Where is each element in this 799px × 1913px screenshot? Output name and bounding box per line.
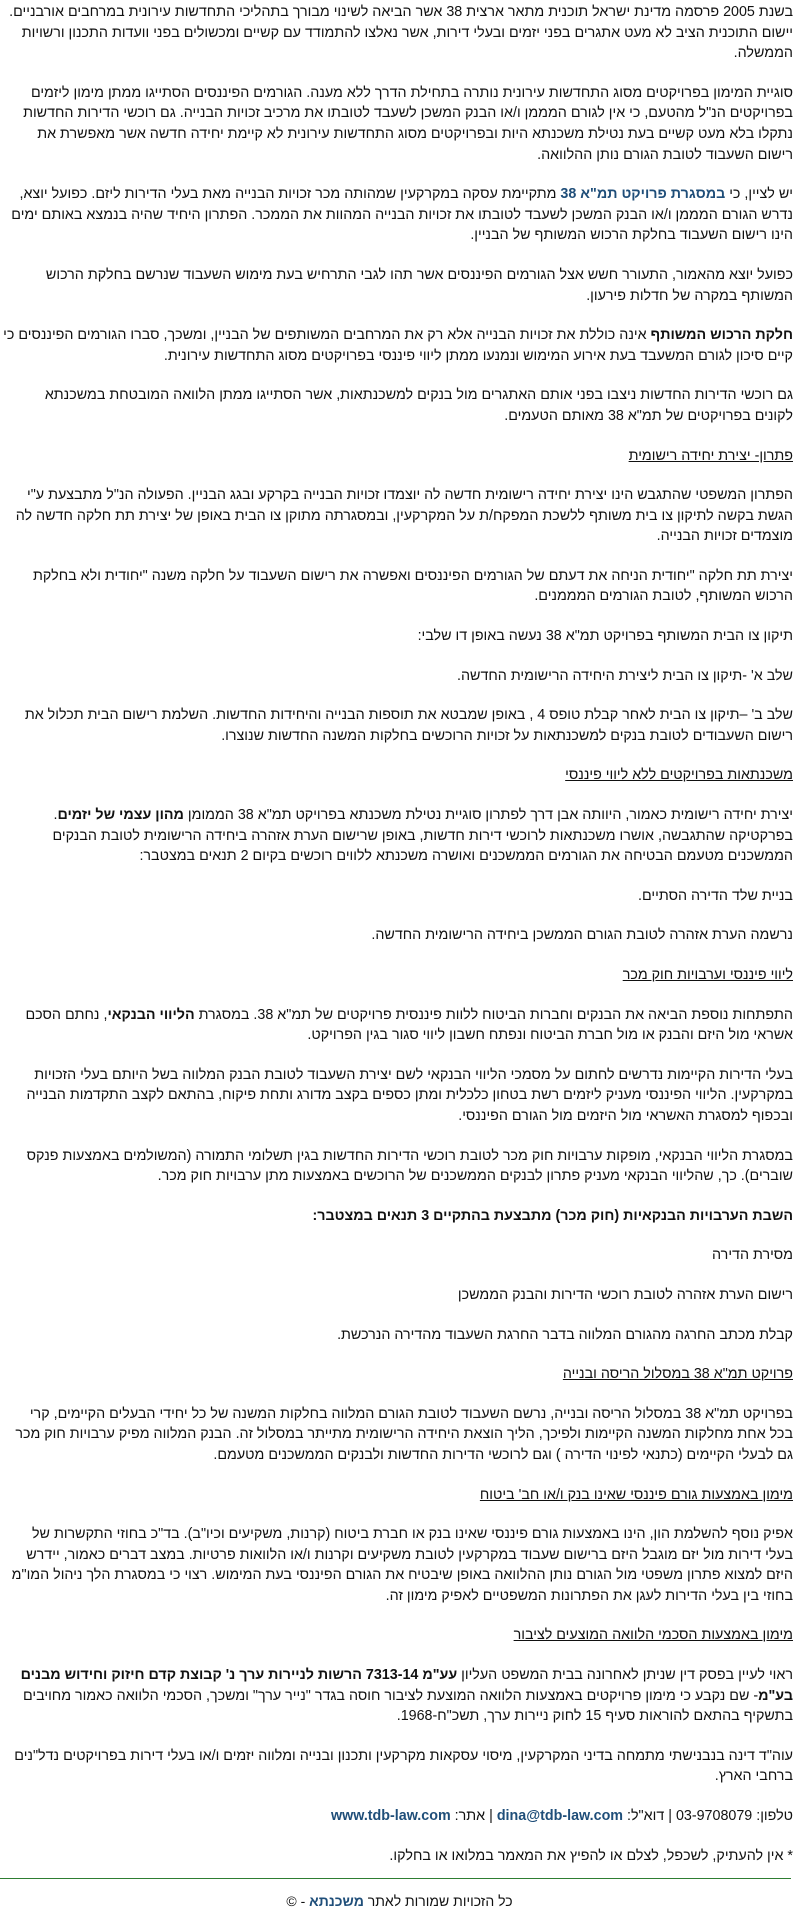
footer-divider [0,1878,791,1879]
paragraph-apartment-owners: בעלי הדירות הקיימות נדרשים לחתום על מסמכי הליווי הבנקאי לשם יצירת השעבוד לטובת הבנק המלווה בשל היותם בעלי הזכויות במקרקעין. הליווי הפיננסי מעניק ליזמים רשת בטחון כלכלית ומתן כספים בקצב מדורג ותחת פיקוח, בהתאם לקצב התקדמות הבנייה ובכפוף למסגרת האשראי מול היזמים מול הגורם הפיננסי. [26,1066,793,1124]
phone-number: 03-9708079 [675,1808,753,1825]
paragraph-buyers: גם רוכשי הדירות החדשות ניצבו בפני אותם האתגרים מול בנקים למשכנתאות, אשר הסתייגו ממתן הלוואה המובטחת במשכנתא לקונים בפרויקטים של תמ"א 38 מאותם הטעמים. [44,387,793,424]
list-item-condition-2: נרשמה הערת אזהרה לטובת הגורם הממשכן ביחידה הרישומית החדשה. [371,927,793,944]
heading-financing-and-guarantees: ליווי פיננסי וערבויות חוק מכר [622,967,793,983]
list-item-release-letter: קבלת מכתב החרגה מהגורם המלווה בדבר החרגת השעבוד מהדירה הנרכשת. [337,1326,793,1343]
contact-line: טלפון: 03-9708079 | דוא"ל: dina@tdb-law.com | אתר: www.tdb-law.com [330,1808,793,1825]
paragraph-sub-parcel: יצירת תת חלקה "יחודית הניחה את דעתם של הגורמים הפיננסים ואפשרה את רישום השעבוד על חלקה משנה "יחודית ולא בחלקת הרכוש המשותף, לטובת הגורמים המממנים. [32,567,793,605]
footer-site-link[interactable]: משכנתא [309,1893,364,1909]
heading-demolition-track: פרויקט תמ"א 38 במסלול הריסה ובנייה [562,1366,793,1383]
paragraph-bank-escort: התפתחות נוספת הביאה את הבנקים וחברות הביטוח ללוות פיננסית פרויקטים של תמ"א 38. במסגרת הליווי הבנקאי, נחתם הסכם אשראי מול היזם והבנק או מול חברת הביטוח ונפתח חשבון ליווי סגור בגין הפרויקט. [25,1006,793,1044]
paragraph-non-bank: אפיק נוסף להשלמת הון, הינו באמצעות גורם פיננסי שאינו בנק או חברת ביטוח (קרנות, משקיעים וכיו"ב). בד"כ בחוזי התקשרות של בעלי דירות מול יזם מוגבל היזם ברישום שעבוד במקרקעין לטובת משקיעים וקרנות ו/או הלוואות פרטיות. במצב דברים כאמור, יידרש היזם למצוא פתרון משפטי מול הגורם נותן ההלוואה באופן שיבטיח את הגורם הפיננסי בעת המימוש. רצוי כי במסגרת הלך ניהול המו"מ בחוזי בין בעלי הדירות לעגן את הפתרונות המשפטיים לאפיק מימון זה. [11,1526,793,1604]
paragraph-two-stages: תיקון צו הבית המשותף בפרויקט תמ"א 38 נעשה באופן דו שלבי: [417,628,793,645]
paragraph-demolition: בפרויקט תמ"א 38 במסלול הריסה ובנייה, נרשם השעבוד לטובת הגורם המלווה בחלקות המשנה של כל יחידי הבעלים הקיימים, קרי בכל אחת מחלקות המשנה הקיימות ולפיכך, הליך הוצאת היחידה הרישומית מתייתר במסלול זה. הבנק המלווה מפיק ערבויות חוק מכר גם לבעלי הקיימים (כתנאי לפינוי הדירה ) וגם לרוכשי הדירות החדשות ולבנקים הממשכנים מטעמם. [15,1405,793,1463]
copyright-note: * אין להעתיק, לשכפל, לצלם או להפיץ את המאמר במלואו או בחלקו. [389,1847,793,1864]
heading-guarantee-conditions: השבת הערבויות הבנקאיות (חוק מכר) מתבצעת בהתקיים 3 תנאים במצטבר: [312,1207,793,1224]
paragraph-financing-problem: סוגיית המימון בפרויקטים מסוג התחדשות עירונית נותרה בתחילת הדרך ללא מענה. הגורמים הפיננסים הסתייגו ממתן מימון ליזמים בפרויקטים הנ"ל מהטעם, כי אין לגורם המממן ו/או הבנק המשכן לשעבד לטובתו את מרכיב זכויות הבנייה. גם רוכשי הדירות החדשות נתקלו בלא מעט קשיים בעת נטילת משכנתא היות ובפרויקטים מסוג התחדשות עירונית לא קיימת יחידה חדשה אשר מאפשרת את רישום השעבוד לטובת הגורם נותן ההלוואה. [23,84,793,163]
paragraph-framework: יש לציין, כי במסגרת פרויקט תמ"א 38 מתקיימת עסקה במקרקעין שמהותה מכר זכויות הבנייה מאת בעלי הדירות ליזם. כפועל יוצא, נדרש הגורם המממן ו/או הבנק המשכן לשעבד לטובתו את זכויות הבנייה המהוות את הממכר. הפתרון היחיד שהיה בנמצא באותם ימים הינו רישום השעבוד בחלקת הרכוש המשותף של הבניין. [11,186,793,244]
heading-non-bank-financing: מימון באמצעות גורם פיננסי שאינו בנק ו/או חב' ביטוח [479,1486,793,1503]
paragraph-stage-a: שלב א' -תיקון צו הבית ליצירת היחידה הרישומית החדשה. [456,667,793,684]
paragraph-author: עוה"ד דינה בנבנישתי מתמחה בדיני המקרקעין, מיסוי עסקאות מקרקעין ותכנון ובנייה ומלווה יזמים ו/או בעלי דירות בפרויקטים נדל"נים ברחבי הארץ. [14,1747,793,1785]
paragraph-sale-law-guarantees: במסגרת הליווי הבנקאי, מופקות ערבויות חוק מכר לטובת רוכשי הדירות החדשות בגין תשלומי התמורה (המשולמים באמצעות פנקס שוברים). כך, שהליווי הבנקאי מעניק פתרון לבנקים הממשכנים של הרוכשים באמצעות מתן ערבויות חוק מכר. [26,1147,793,1185]
paragraph-stage-b: שלב ב' –תיקון צו הבית לאחר קבלת טופס 4 , באופן שמבטא את תוספות הבנייה והיחידות החדשות. השלמת רישום הבית תכלול את רישום השעבודים לטובת בנקים למשכנתאות על זכויות הרוכשים בחלקות המשנה החדשות שנוצרו. [24,707,793,744]
paragraph-legal-solution: הפתרון המשפטי שהתגבש הינו יצירת יחידה רישומית חדשה לה יוצמדו זכויות הבנייה בקרקע ובגג הבניין. הפעולה הנ"ל מתבצעת ע"י הגשת בקשה לתיקון צו בית משותף ללשכת המפקח/ת על המקרקעין, ובמסגרתה מתוקן צו הבית באופן של יצירת תת חלקה חדשה לה מוצמדים זכויות הבנייה. [15,487,793,545]
paragraph-concern: כפועל יוצא מהאמור, התעורר חשש אצל הגורמים הפיננסים אשר תהו לגבי התרחיש בעת מימוש השעבוד שנרשם בחלקת הרכוש המשותף במקרה של חדלות פירעון. [45,266,793,304]
highlight-tama38: במסגרת פרויקט תמ"א 38 [560,186,726,203]
paragraph-supreme-court: ראוי לעיין בפסק דין שניתן לאחרונה בבית המשפט העליון עע"מ 7313-14 הרשות לניירות ערך נ' קבוצת קדם חיזוק וחידוש מבנים בע"מ- שם נקבע כי מימון פרויקטים באמצעות הלוואה המוצעת לציבור חוסה בגדר "נייר ערך" ומשכך, הסכמי הלוואה כאמור מחויבים בתשקיף בהתאם להוראות סעיף 15 לחוק ניירות ערך, תשכ"ח-1968. [20,1667,793,1725]
paragraph-equity-mortgage: יצירת יחידה רישומית כאמור, היוותה אבן דרך לפתרון סוגיית נטילת משכנתא בפרויקט תמ"א 38 הממומן מהון עצמי של יזמים. בפרקטיקה שהתגבשה, אושרו משכנתאות לרוכשי דירות חדשות, באופן שרישום הערת אזהרה ביחידה הרישומית לטובת הבנקים הממשכנים מטעמם הבטיחה את הגורמים הממשכנים ואושרה משכנתא ללווים רוכשים בקיום 2 תנאים במצטבר: [52,807,793,865]
website-link[interactable]: www.tdb-law.com [330,1808,451,1825]
list-item-condition-1: בניית שלד הדירה הסתיים. [638,887,793,904]
heading-public-loans: מימון באמצעות הסכמי הלוואה המוצעים לציבור [513,1627,793,1644]
heading-solution-registered-unit: פתרון- יצירת יחידה רישומית [628,447,793,464]
heading-mortgages-no-financing: משכנתאות בפרויקטים ללא ליווי פיננסי [565,767,793,784]
email-link[interactable]: dina@tdb-law.com [496,1808,624,1825]
footer: כל הזכויות שמורות לאתר משכנתא - © [286,1893,513,1909]
list-item-warning-note: רישום הערת אזהרה לטובת רוכשי הדירות והבנק הממשכן [457,1286,793,1303]
paragraph-common-parcel: חלקת הרכוש המשותף אינה כוללת את זכויות הבנייה אלא רק את המרחבים המשותפים של הבניין, ומשכך, סברו הגורמים הפיננסים כי קיים סיכון לגורם המשעבד בעת אירוע המימוש ונמנעו ממתן ליווי פיננסי בפרויקטים מסוג התחדשות עירונית. [3,327,793,364]
list-item-delivery: מסירת הדירה [712,1247,793,1264]
article-body [3,0,793,1866]
paragraph-intro: בשנת 2005 פרסמה מדינת ישראל תוכנית מתאר ארצית 38 אשר הביאה לשינוי מבורך בתהליכי התחדשות עירונית במרחבים אורבניים. יישום התוכנית הציב לא מעט אתגרים בפני יזמים ובעלי דירות, אשר נאלצו להתמודד עם קשיים ומכשולים בפני וועדות התכנון ורשויות הממשלה. [9,4,793,62]
